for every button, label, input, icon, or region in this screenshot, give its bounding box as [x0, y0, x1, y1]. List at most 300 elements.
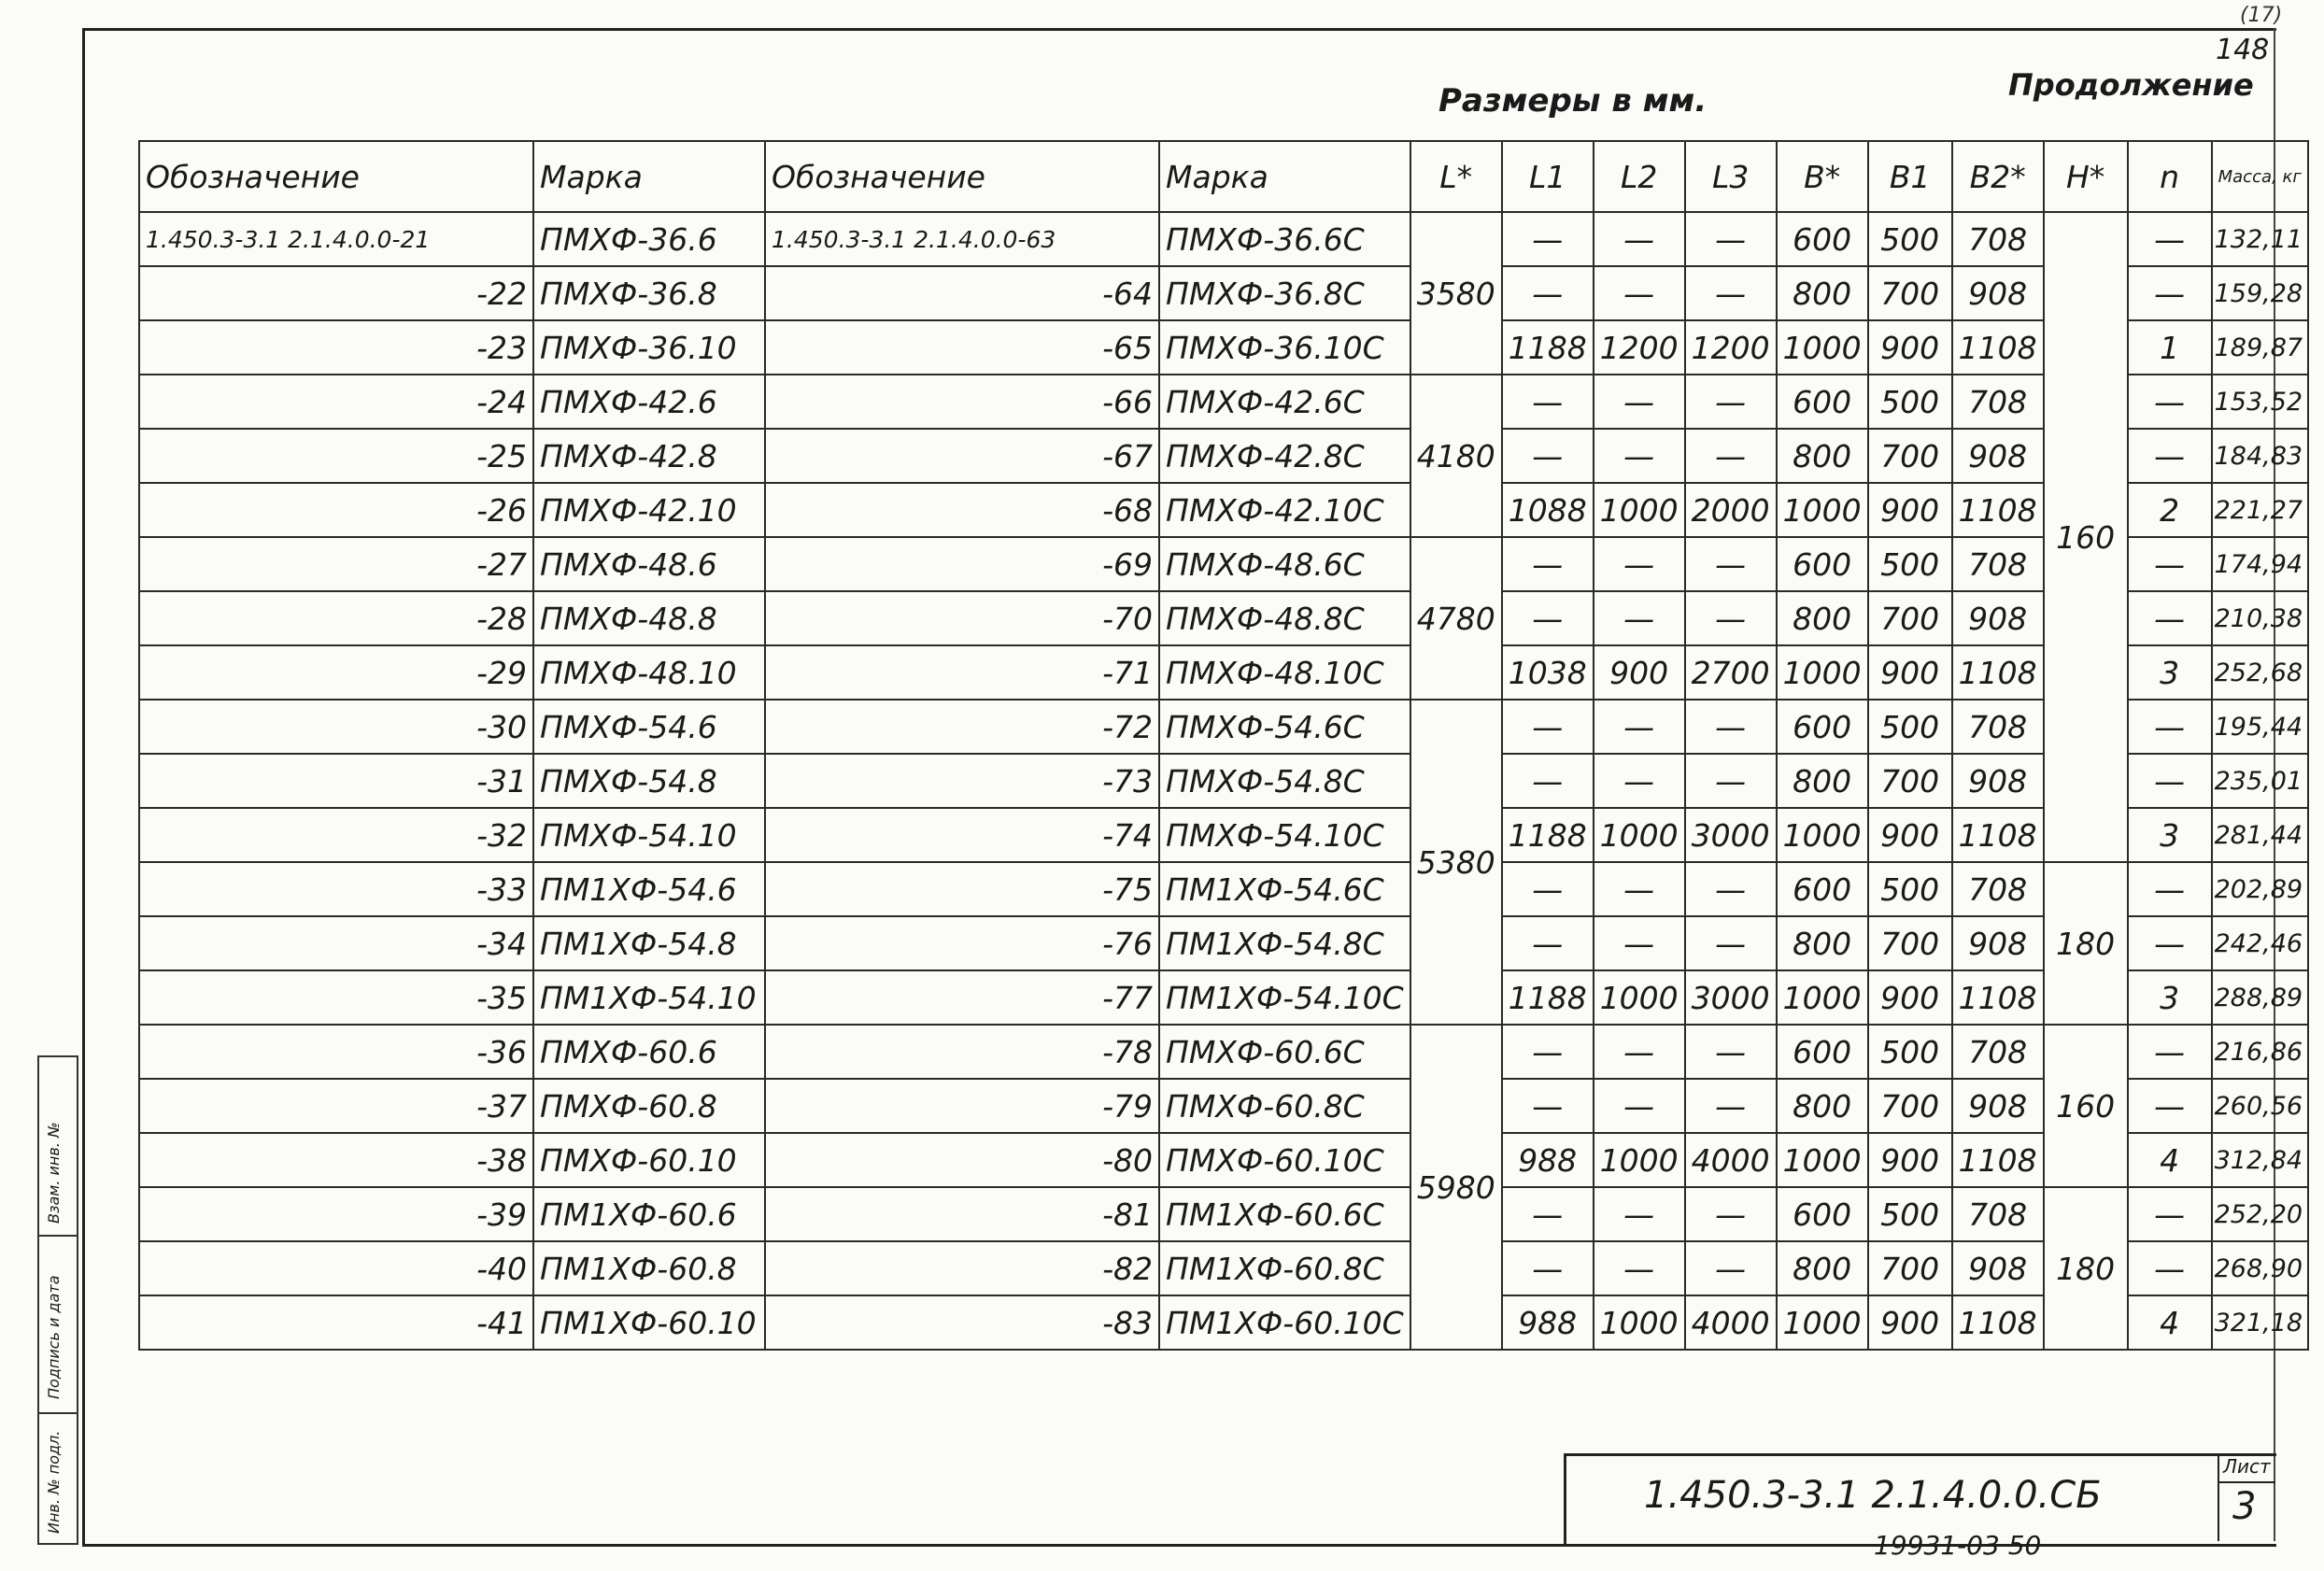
cell-mark: ПМХФ-60.6	[533, 1025, 765, 1079]
cell-B2: 908	[1952, 429, 2044, 483]
cell-mark: ПМХФ-36.8	[533, 266, 765, 320]
cell-mark-2: ПМХФ-48.6С	[1159, 537, 1410, 591]
cell-L3: —	[1685, 862, 1777, 916]
cell-mark-2: ПМ1ХФ-60.8С	[1159, 1241, 1410, 1295]
cell-L3: —	[1685, 212, 1777, 266]
cell-B2: 708	[1952, 537, 2044, 591]
cell-designation-2: -75	[765, 862, 1159, 916]
archive-number: 19931-03 50	[1874, 1530, 2042, 1561]
cell-designation: 1.450.3-3.1 2.1.4.0.0-21	[139, 212, 533, 266]
cell-mass: 260,56	[2212, 1079, 2308, 1133]
cell-n: —	[2128, 537, 2212, 591]
cell-L3: —	[1685, 375, 1777, 429]
cell-B2: 708	[1952, 700, 2044, 754]
cell-n: —	[2128, 862, 2212, 916]
cell-H: 180	[2044, 1187, 2128, 1350]
cell-B: 1000	[1777, 1133, 1868, 1187]
cell-B: 1000	[1777, 1295, 1868, 1350]
cell-mark-2: ПМ1ХФ-60.10С	[1159, 1295, 1410, 1350]
cell-designation-2: -79	[765, 1079, 1159, 1133]
cell-L3: —	[1685, 537, 1777, 591]
cell-B: 800	[1777, 1079, 1868, 1133]
cell-B1: 500	[1868, 1025, 1952, 1079]
cell-n: —	[2128, 1079, 2212, 1133]
cell-L3: 1200	[1685, 320, 1777, 375]
cell-n: —	[2128, 591, 2212, 645]
cell-L3: 3000	[1685, 970, 1777, 1025]
cell-L1: —	[1502, 754, 1594, 808]
cell-mark-2: ПМХФ-48.8С	[1159, 591, 1410, 645]
cell-B2: 708	[1952, 375, 2044, 429]
sheet-label: Лист	[2223, 1455, 2271, 1478]
side-label-replaces: Взам. инв. №	[45, 1122, 63, 1224]
side-strip-divider	[39, 1412, 77, 1414]
cell-mark: ПМХФ-54.6	[533, 700, 765, 754]
cell-B1: 500	[1868, 862, 1952, 916]
cell-mark: ПМХФ-54.10	[533, 808, 765, 862]
cell-L1: —	[1502, 700, 1594, 754]
cell-designation-2: -68	[765, 483, 1159, 537]
cell-designation: -24	[139, 375, 533, 429]
cell-L2: —	[1594, 700, 1685, 754]
cell-designation-2: -72	[765, 700, 1159, 754]
cell-B: 600	[1777, 700, 1868, 754]
cell-B2: 708	[1952, 212, 2044, 266]
cell-designation: -22	[139, 266, 533, 320]
cell-mass: 268,90	[2212, 1241, 2308, 1295]
cell-B1: 700	[1868, 1079, 1952, 1133]
cell-B1: 900	[1868, 970, 1952, 1025]
cell-B: 600	[1777, 1025, 1868, 1079]
col-header-L2: L2	[1594, 141, 1685, 212]
cell-B: 800	[1777, 1241, 1868, 1295]
cell-L: 5380	[1410, 700, 1502, 1025]
table-row	[139, 1025, 2308, 1079]
cell-L3: —	[1685, 591, 1777, 645]
cell-n: —	[2128, 375, 2212, 429]
document-code: 1.450.3-3.1 2.1.4.0.0.СБ	[1644, 1474, 2102, 1517]
cell-B1: 500	[1868, 700, 1952, 754]
cell-n: 4	[2128, 1133, 2212, 1187]
cell-designation: -40	[139, 1241, 533, 1295]
col-header-n: n	[2128, 141, 2212, 212]
cell-B: 600	[1777, 212, 1868, 266]
table-body	[139, 212, 2308, 1350]
cell-mass: 132,11	[2212, 212, 2308, 266]
cell-mark-2: ПМХФ-42.6С	[1159, 375, 1410, 429]
cell-L1: 1188	[1502, 970, 1594, 1025]
cell-L2: 900	[1594, 645, 1685, 700]
cell-L: 4780	[1410, 537, 1502, 700]
cell-mark: ПМ1ХФ-60.6	[533, 1187, 765, 1241]
cell-designation: -23	[139, 320, 533, 375]
cell-n: —	[2128, 1025, 2212, 1079]
cell-designation: -27	[139, 537, 533, 591]
cell-designation: -38	[139, 1133, 533, 1187]
table-row	[139, 1241, 2308, 1295]
cell-L: 5980	[1410, 1025, 1502, 1350]
cell-L: 4180	[1410, 375, 1502, 537]
cell-B: 600	[1777, 862, 1868, 916]
cell-L2: 1000	[1594, 970, 1685, 1025]
cell-B1: 900	[1868, 320, 1952, 375]
cell-L1: 1038	[1502, 645, 1594, 700]
cell-L3: 2700	[1685, 645, 1777, 700]
cell-mark-2: ПМХФ-54.6С	[1159, 700, 1410, 754]
cell-designation-2: -74	[765, 808, 1159, 862]
cell-L3: 3000	[1685, 808, 1777, 862]
cell-B2: 708	[1952, 1025, 2044, 1079]
cell-L1: —	[1502, 1187, 1594, 1241]
cell-B: 1000	[1777, 808, 1868, 862]
cell-L1: —	[1502, 1025, 1594, 1079]
cell-mass: 321,18	[2212, 1295, 2308, 1350]
cell-B1: 900	[1868, 808, 1952, 862]
cell-designation-2: -71	[765, 645, 1159, 700]
cell-mark: ПМ1ХФ-54.6	[533, 862, 765, 916]
cell-mark: ПМХФ-60.10	[533, 1133, 765, 1187]
cell-designation-2: -67	[765, 429, 1159, 483]
cell-n: —	[2128, 916, 2212, 970]
cell-mark-2: ПМХФ-36.6С	[1159, 212, 1410, 266]
cell-designation-2: -76	[765, 916, 1159, 970]
cell-B2: 1108	[1952, 645, 2044, 700]
cell-L3: 2000	[1685, 483, 1777, 537]
cell-L1: 988	[1502, 1295, 1594, 1350]
cell-designation: -30	[139, 700, 533, 754]
cell-mark-2: ПМ1ХФ-54.6С	[1159, 862, 1410, 916]
cell-mass: 252,68	[2212, 645, 2308, 700]
cell-L1: —	[1502, 916, 1594, 970]
cell-L2: —	[1594, 754, 1685, 808]
table-row	[139, 591, 2308, 645]
cell-mark: ПМХФ-42.8	[533, 429, 765, 483]
cell-mark-2: ПМХФ-54.10С	[1159, 808, 1410, 862]
cell-B1: 900	[1868, 645, 1952, 700]
cell-L2: —	[1594, 537, 1685, 591]
cell-designation: -25	[139, 429, 533, 483]
cell-B2: 908	[1952, 1241, 2044, 1295]
cell-mark-2: ПМХФ-42.8С	[1159, 429, 1410, 483]
cell-L1: 1188	[1502, 320, 1594, 375]
cell-designation: -34	[139, 916, 533, 970]
cell-H: 160	[2044, 212, 2128, 862]
cell-B: 800	[1777, 591, 1868, 645]
cell-n: 1	[2128, 320, 2212, 375]
col-header-mark: Марка	[533, 141, 765, 212]
cell-L3: —	[1685, 1241, 1777, 1295]
cell-B: 800	[1777, 266, 1868, 320]
cell-B1: 900	[1868, 1133, 1952, 1187]
table-header	[139, 141, 2308, 212]
sheet-number: 148	[2216, 34, 2270, 66]
cell-mark-2: ПМХФ-60.10С	[1159, 1133, 1410, 1187]
cell-L2: —	[1594, 1025, 1685, 1079]
cell-L3: —	[1685, 700, 1777, 754]
cell-L3: —	[1685, 916, 1777, 970]
cell-B: 800	[1777, 754, 1868, 808]
cell-n: —	[2128, 212, 2212, 266]
cell-B: 1000	[1777, 320, 1868, 375]
cell-mark-2: ПМХФ-54.8С	[1159, 754, 1410, 808]
spec-table	[138, 140, 2309, 1351]
cell-B1: 700	[1868, 754, 1952, 808]
cell-L1: —	[1502, 591, 1594, 645]
table-row	[139, 1295, 2308, 1350]
sheet-cell	[2218, 1453, 2275, 1541]
cell-mass: 216,86	[2212, 1025, 2308, 1079]
cell-B1: 700	[1868, 1241, 1952, 1295]
sheet-top-mark: (17)	[2240, 4, 2283, 27]
col-header-L3: L3	[1685, 141, 1777, 212]
cell-mark-2: ПМХФ-60.6С	[1159, 1025, 1410, 1079]
cell-B: 1000	[1777, 645, 1868, 700]
cell-L2: —	[1594, 916, 1685, 970]
cell-designation-2: -81	[765, 1187, 1159, 1241]
cell-L2: —	[1594, 429, 1685, 483]
cell-L3: —	[1685, 266, 1777, 320]
cell-n: 2	[2128, 483, 2212, 537]
cell-L1: 988	[1502, 1133, 1594, 1187]
cell-n: 4	[2128, 1295, 2212, 1350]
table-row	[139, 537, 2308, 591]
cell-L2: —	[1594, 266, 1685, 320]
table-row	[139, 266, 2308, 320]
cell-mark: ПМХФ-48.6	[533, 537, 765, 591]
table-row	[139, 645, 2308, 700]
cell-L2: —	[1594, 862, 1685, 916]
cell-designation: -35	[139, 970, 533, 1025]
cell-designation: -33	[139, 862, 533, 916]
cell-B1: 500	[1868, 212, 1952, 266]
table-row	[139, 700, 2308, 754]
cell-mark: ПМХФ-36.6	[533, 212, 765, 266]
cell-H: 160	[2044, 1025, 2128, 1187]
cell-mass: 184,83	[2212, 429, 2308, 483]
cell-mark-2: ПМ1ХФ-60.6С	[1159, 1187, 1410, 1241]
cell-mass: 242,46	[2212, 916, 2308, 970]
side-stamp-strip	[37, 1055, 78, 1545]
cell-designation-2: -66	[765, 375, 1159, 429]
cell-mark: ПМ1ХФ-60.10	[533, 1295, 765, 1350]
cell-L1: —	[1502, 429, 1594, 483]
cell-designation: -39	[139, 1187, 533, 1241]
cell-designation-2: -64	[765, 266, 1159, 320]
cell-designation-2: -73	[765, 754, 1159, 808]
side-label-inventory: Инв. № подл.	[45, 1430, 63, 1534]
cell-designation-2: -70	[765, 591, 1159, 645]
cell-L2: —	[1594, 212, 1685, 266]
cell-mark-2: ПМХФ-48.10С	[1159, 645, 1410, 700]
cell-L2: —	[1594, 375, 1685, 429]
cell-B2: 908	[1952, 266, 2044, 320]
cell-mark: ПМ1ХФ-54.10	[533, 970, 765, 1025]
cell-mass: 159,28	[2212, 266, 2308, 320]
cell-mass: 210,38	[2212, 591, 2308, 645]
col-header-mass: Масса, кг	[2212, 141, 2308, 212]
cell-B: 1000	[1777, 970, 1868, 1025]
cell-n: —	[2128, 266, 2212, 320]
cell-mass: 288,89	[2212, 970, 2308, 1025]
cell-L1: —	[1502, 537, 1594, 591]
cell-L2: 1000	[1594, 1133, 1685, 1187]
cell-designation-2: -78	[765, 1025, 1159, 1079]
cell-designation: -28	[139, 591, 533, 645]
col-header-mark-2: Марка	[1159, 141, 1410, 212]
cell-designation-2: -82	[765, 1241, 1159, 1295]
cell-designation: -37	[139, 1079, 533, 1133]
cell-designation-2: 1.450.3-3.1 2.1.4.0.0-63	[765, 212, 1159, 266]
cell-L3: 4000	[1685, 1133, 1777, 1187]
cell-mass: 202,89	[2212, 862, 2308, 916]
cell-B2: 1108	[1952, 483, 2044, 537]
cell-mark: ПМХФ-48.8	[533, 591, 765, 645]
table-row	[139, 320, 2308, 375]
cell-B2: 1108	[1952, 1133, 2044, 1187]
cell-L2: 1000	[1594, 1295, 1685, 1350]
table-row	[139, 970, 2308, 1025]
cell-B1: 700	[1868, 266, 1952, 320]
cell-L2: —	[1594, 1241, 1685, 1295]
cell-L3: —	[1685, 754, 1777, 808]
cell-B2: 1108	[1952, 320, 2044, 375]
cell-n: —	[2128, 429, 2212, 483]
cell-B2: 908	[1952, 591, 2044, 645]
cell-B1: 900	[1868, 1295, 1952, 1350]
cell-B: 800	[1777, 916, 1868, 970]
cell-designation: -36	[139, 1025, 533, 1079]
cell-L: 3580	[1410, 212, 1502, 375]
cell-L3: —	[1685, 429, 1777, 483]
table-row	[139, 808, 2308, 862]
cell-designation-2: -65	[765, 320, 1159, 375]
cell-designation: -32	[139, 808, 533, 862]
cell-mass: 281,44	[2212, 808, 2308, 862]
table-row	[139, 429, 2308, 483]
cell-mass: 195,44	[2212, 700, 2308, 754]
table-row	[139, 862, 2308, 916]
side-strip-divider	[39, 1235, 77, 1237]
cell-L2: 1200	[1594, 320, 1685, 375]
col-header-designation: Обозначение	[139, 141, 533, 212]
cell-L2: 1000	[1594, 483, 1685, 537]
cell-mass: 252,20	[2212, 1187, 2308, 1241]
cell-B1: 700	[1868, 591, 1952, 645]
cell-mark: ПМ1ХФ-54.8	[533, 916, 765, 970]
table-row	[139, 483, 2308, 537]
cell-mark-2: ПМХФ-36.10С	[1159, 320, 1410, 375]
cell-L2: —	[1594, 591, 1685, 645]
cell-mass: 189,87	[2212, 320, 2308, 375]
cell-designation: -41	[139, 1295, 533, 1350]
col-header-L1: L1	[1502, 141, 1594, 212]
cell-B: 600	[1777, 375, 1868, 429]
cell-n: —	[2128, 1187, 2212, 1241]
cell-L2: —	[1594, 1079, 1685, 1133]
table-row	[139, 1079, 2308, 1133]
cell-mark-2: ПМХФ-42.10С	[1159, 483, 1410, 537]
cell-B1: 900	[1868, 483, 1952, 537]
cell-L1: —	[1502, 266, 1594, 320]
cell-mark: ПМХФ-36.10	[533, 320, 765, 375]
cell-B2: 708	[1952, 1187, 2044, 1241]
cell-B1: 700	[1868, 429, 1952, 483]
cell-mark: ПМХФ-48.10	[533, 645, 765, 700]
cell-B1: 500	[1868, 537, 1952, 591]
cell-n: —	[2128, 754, 2212, 808]
cell-designation-2: -83	[765, 1295, 1159, 1350]
cell-designation-2: -69	[765, 537, 1159, 591]
cell-B2: 908	[1952, 1079, 2044, 1133]
table-row	[139, 1187, 2308, 1241]
cell-B2: 708	[1952, 862, 2044, 916]
cell-L1: —	[1502, 212, 1594, 266]
table-row	[139, 375, 2308, 429]
sheet-cell-divider	[2219, 1481, 2275, 1483]
cell-mark-2: ПМХФ-36.8С	[1159, 266, 1410, 320]
cell-mass: 235,01	[2212, 754, 2308, 808]
cell-designation-2: -77	[765, 970, 1159, 1025]
cell-mass: 153,52	[2212, 375, 2308, 429]
cell-L2: 1000	[1594, 808, 1685, 862]
cell-mark-2: ПМ1ХФ-54.8С	[1159, 916, 1410, 970]
cell-B1: 500	[1868, 1187, 1952, 1241]
cell-n: 3	[2128, 970, 2212, 1025]
cell-B2: 1108	[1952, 1295, 2044, 1350]
cell-L3: —	[1685, 1187, 1777, 1241]
cell-mark: ПМХФ-60.8	[533, 1079, 765, 1133]
col-header-designation-2: Обозначение	[765, 141, 1159, 212]
cell-mark: ПМХФ-42.6	[533, 375, 765, 429]
side-label-signature: Подпись и дата	[45, 1275, 63, 1399]
cell-B: 600	[1777, 1187, 1868, 1241]
col-header-B1: B1	[1868, 141, 1952, 212]
cell-L3: —	[1685, 1025, 1777, 1079]
cell-L1: 1188	[1502, 808, 1594, 862]
cell-H: 180	[2044, 862, 2128, 1025]
cell-mark-2: ПМХФ-60.8С	[1159, 1079, 1410, 1133]
sheet-value: 3	[2232, 1485, 2257, 1528]
table-row	[139, 916, 2308, 970]
cell-designation-2: -80	[765, 1133, 1159, 1187]
cell-B2: 1108	[1952, 970, 2044, 1025]
cell-B: 600	[1777, 537, 1868, 591]
cell-B1: 700	[1868, 916, 1952, 970]
table-row	[139, 1133, 2308, 1187]
cell-L2: —	[1594, 1187, 1685, 1241]
cell-L1: 1088	[1502, 483, 1594, 537]
cell-mark: ПМ1ХФ-60.8	[533, 1241, 765, 1295]
cell-L3: —	[1685, 1079, 1777, 1133]
cell-designation: -29	[139, 645, 533, 700]
cell-n: 3	[2128, 645, 2212, 700]
cell-n: 3	[2128, 808, 2212, 862]
cell-B1: 500	[1868, 375, 1952, 429]
cell-mass: 312,84	[2212, 1133, 2308, 1187]
cell-mark-2: ПМ1ХФ-54.10С	[1159, 970, 1410, 1025]
col-header-B: B*	[1777, 141, 1868, 212]
table-row	[139, 212, 2308, 266]
col-header-B2: B2*	[1952, 141, 2044, 212]
cell-designation: -31	[139, 754, 533, 808]
cell-L1: —	[1502, 1079, 1594, 1133]
cell-mark: ПМХФ-42.10	[533, 483, 765, 537]
cell-mass: 174,94	[2212, 537, 2308, 591]
cell-L1: —	[1502, 1241, 1594, 1295]
cell-mass: 221,27	[2212, 483, 2308, 537]
cell-designation: -26	[139, 483, 533, 537]
col-header-H: H*	[2044, 141, 2128, 212]
